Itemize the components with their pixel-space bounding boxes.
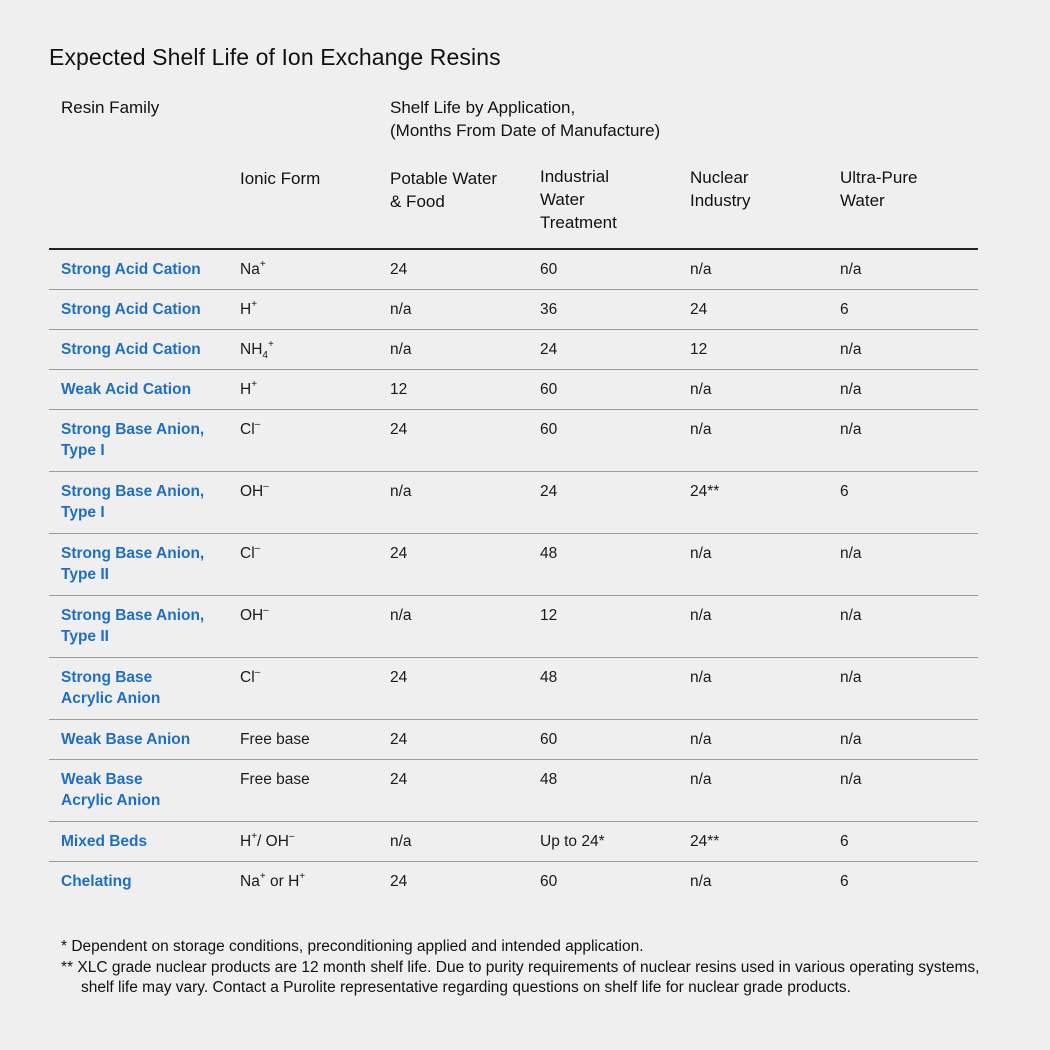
industrial-water-cell: 60 — [540, 720, 690, 760]
shelf-life-table — [49, 250, 978, 901]
ionic-form-cell: H+ — [240, 290, 390, 330]
ionic-form-cell: H+/ OH– — [240, 822, 390, 862]
industrial-water-cell: 60 — [540, 410, 690, 472]
nuclear-industry-cell: n/a — [690, 720, 840, 760]
nuclear-industry-cell: n/a — [690, 250, 840, 290]
ultra-pure-water-cell: 6 — [840, 472, 978, 534]
nuclear-industry-cell: 12 — [690, 330, 840, 370]
resin-family-cell: Weak Base Acrylic Anion — [49, 760, 240, 822]
resin-family-cell: Strong Base Anion, Type I — [49, 472, 240, 534]
table-row — [49, 658, 978, 720]
footnote-storage: * Dependent on storage conditions, preconditioning applied and intended application. — [61, 938, 644, 955]
potable-water-cell: 24 — [390, 534, 540, 596]
potable-water-cell: 24 — [390, 250, 540, 290]
table-row — [49, 370, 978, 410]
potable-water-cell: 24 — [390, 410, 540, 472]
ultra-pure-water-cell: n/a — [840, 596, 978, 658]
table-row — [49, 472, 978, 534]
resin-family-cell: Weak Base Anion — [49, 720, 240, 760]
industrial-water-cell: 48 — [540, 534, 690, 596]
header-nuclear-industry: Nuclear Industry — [690, 168, 751, 210]
resin-family-cell: Chelating — [61, 873, 132, 890]
potable-water-cell: 24 — [390, 873, 408, 890]
ionic-form-cell: Cl– — [240, 534, 390, 596]
resin-family-cell: Strong Acid Cation — [49, 250, 240, 290]
potable-water-cell: n/a — [390, 330, 540, 370]
ionic-form-cell: Na+ or H+ — [240, 870, 306, 890]
industrial-water-cell: 60 — [540, 250, 690, 290]
nuclear-industry-cell: n/a — [690, 596, 840, 658]
resin-family-cell: Strong Base Acrylic Anion — [49, 658, 240, 720]
nuclear-industry-cell: 24** — [690, 822, 840, 862]
ionic-form-cell: Free base — [240, 760, 390, 822]
ionic-form-cell: Cl– — [240, 410, 390, 472]
ultra-pure-water-cell: n/a — [840, 370, 978, 410]
ultra-pure-water-cell: n/a — [840, 658, 978, 720]
ionic-form-cell: H+ — [240, 370, 390, 410]
ionic-form-cell: Free base — [240, 720, 390, 760]
ultra-pure-water-cell: n/a — [840, 410, 978, 472]
industrial-water-cell: 60 — [540, 370, 690, 410]
header-ultra-pure-water: Ultra-Pure Water — [840, 168, 918, 210]
industrial-water-cell: Up to 24* — [540, 822, 690, 862]
ultra-pure-water-cell: n/a — [840, 720, 978, 760]
resin-family-cell: Weak Acid Cation — [49, 370, 240, 410]
potable-water-cell: n/a — [390, 290, 540, 330]
nuclear-industry-cell: n/a — [690, 658, 840, 720]
ultra-pure-water-cell: n/a — [840, 330, 978, 370]
nuclear-industry-cell: n/a — [690, 873, 712, 890]
header-potable-water: Potable Water & Food — [390, 169, 498, 211]
resin-family-cell: Strong Acid Cation — [49, 290, 240, 330]
ultra-pure-water-cell: 6 — [840, 873, 849, 890]
ultra-pure-water-cell: n/a — [840, 534, 978, 596]
potable-water-cell: n/a — [390, 596, 540, 658]
ionic-form-cell: $NH_4^+$ — [240, 330, 390, 370]
industrial-water-cell: 24 — [540, 472, 690, 534]
page-title: Expected Shelf Life of Ion Exchange Resins — [49, 44, 501, 70]
potable-water-cell: n/a — [390, 472, 540, 534]
ionic-form-cell: Cl– — [240, 658, 390, 720]
nuclear-industry-cell: n/a — [690, 410, 840, 472]
table-row — [49, 596, 978, 658]
header-resin-family: Resin Family — [61, 98, 160, 117]
table-row — [49, 330, 978, 370]
ionic-form-cell: OH– — [240, 596, 390, 658]
header-shelf-life: Shelf Life by Application, (Months From Date of Manufacture) — [390, 98, 661, 140]
ultra-pure-water-cell: 6 — [840, 290, 978, 330]
nuclear-industry-cell: 24** — [690, 472, 840, 534]
header-ionic-form: Ionic Form — [240, 169, 321, 188]
ultra-pure-water-cell: 6 — [840, 822, 978, 862]
ionic-form-cell: OH– — [240, 472, 390, 534]
resin-family-cell: Strong Base Anion, Type II — [49, 534, 240, 596]
footnotes — [61, 937, 981, 999]
industrial-water-cell: 36 — [540, 290, 690, 330]
table-row — [49, 250, 978, 290]
potable-water-cell: n/a — [390, 822, 540, 862]
resin-family-cell: Mixed Beds — [49, 822, 240, 862]
potable-water-cell: 24 — [390, 760, 540, 822]
table-row — [49, 720, 978, 760]
table-row — [49, 534, 978, 596]
industrial-water-cell: 12 — [540, 596, 690, 658]
table-row — [49, 822, 978, 862]
potable-water-cell: 24 — [390, 658, 540, 720]
nuclear-industry-cell: n/a — [690, 760, 840, 822]
table-row — [49, 410, 978, 472]
resin-family-cell: Strong Base Anion, Type II — [49, 596, 240, 658]
potable-water-cell: 24 — [390, 720, 540, 760]
industrial-water-cell: 24 — [540, 330, 690, 370]
table-row — [49, 760, 978, 822]
resin-family-cell: Strong Acid Cation — [49, 330, 240, 370]
ultra-pure-water-cell: n/a — [840, 760, 978, 822]
industrial-water-cell: 48 — [540, 658, 690, 720]
ultra-pure-water-cell: n/a — [840, 250, 978, 290]
nuclear-industry-cell: 24 — [690, 290, 840, 330]
nuclear-industry-cell: n/a — [690, 370, 840, 410]
table-row — [49, 290, 978, 330]
industrial-water-cell: 60 — [540, 873, 558, 890]
resin-family-cell: Strong Base Anion, Type I — [49, 410, 240, 472]
header-industrial-water: Industrial Water Treatment — [540, 167, 617, 232]
footnote-nuclear: ** XLC grade nuclear products are 12 month shelf life. Due to purity requirements of nuclear resins used in various operating systems, shelf life may vary. Contact a Purolite representative regarding questions on shelf life for nuclear grade products. — [61, 958, 980, 996]
industrial-water-cell: 48 — [540, 760, 690, 822]
nuclear-industry-cell: n/a — [690, 534, 840, 596]
table-row — [49, 862, 978, 902]
potable-water-cell: 12 — [390, 370, 540, 410]
ionic-form-cell: Na+ — [240, 250, 390, 290]
